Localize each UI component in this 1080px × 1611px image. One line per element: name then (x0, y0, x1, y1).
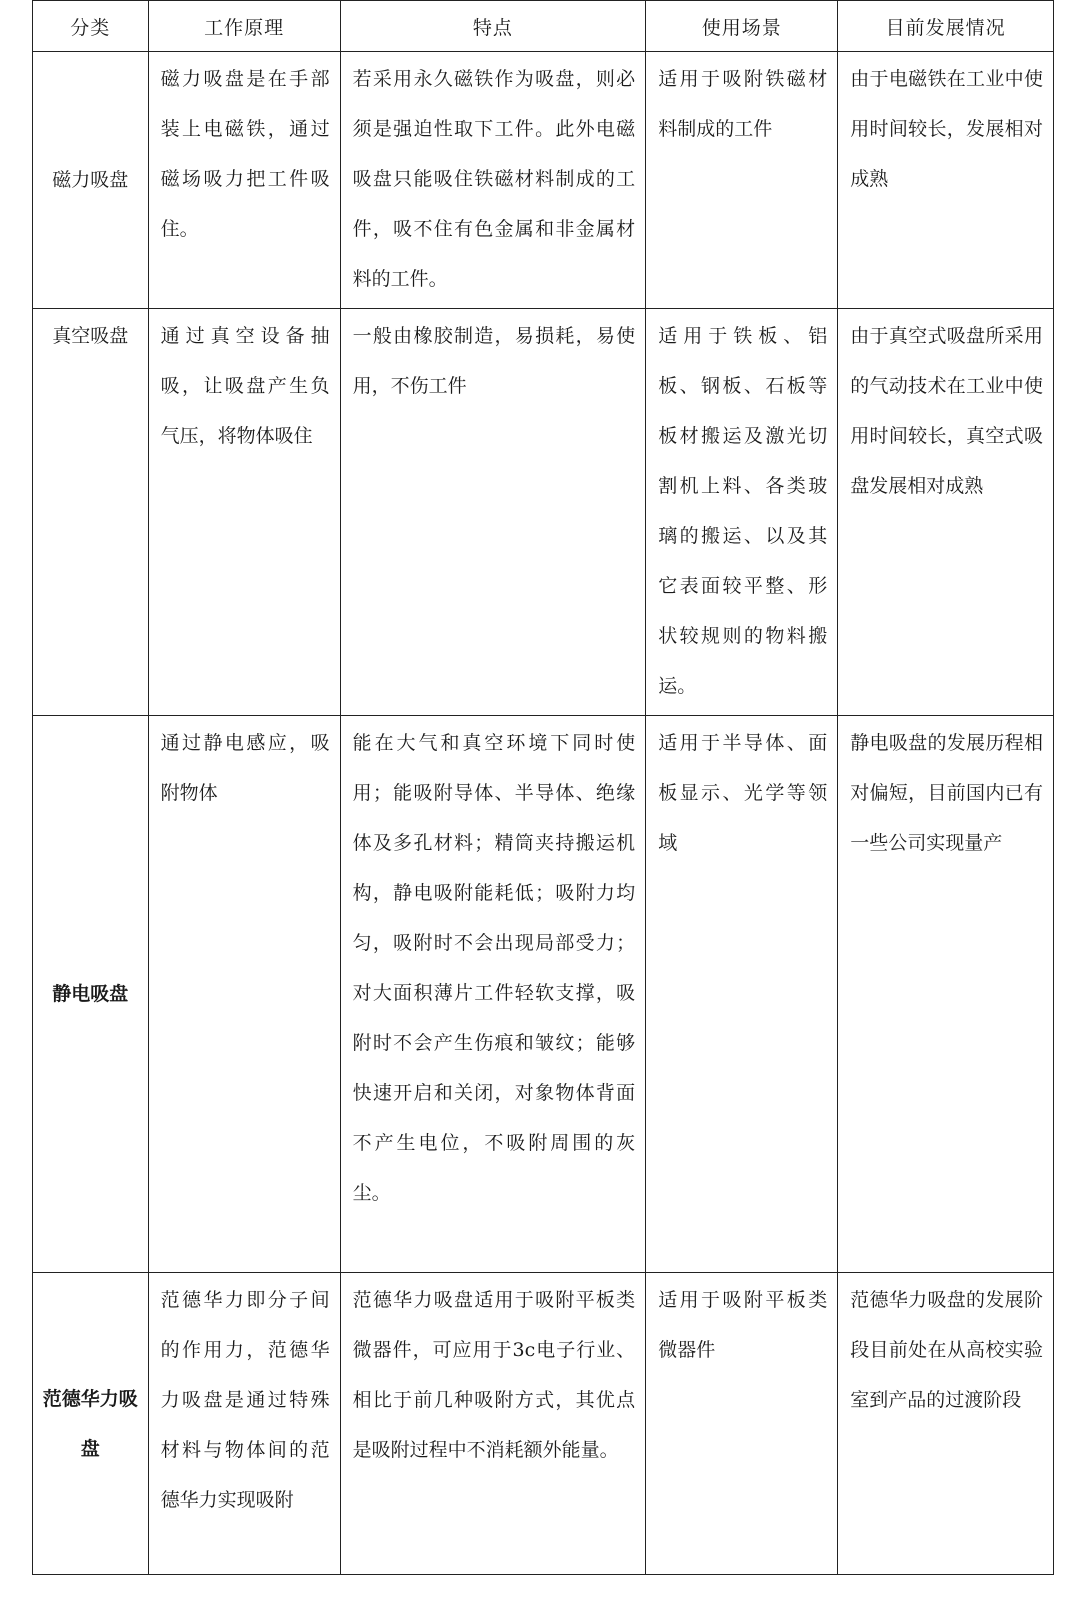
category-cell: 磁力吸盘 (33, 52, 149, 309)
header-category: 分类 (33, 1, 149, 52)
development-cell: 由于真空式吸盘所采用的气动技术在工业中使用时间较长，真空式吸盘发展相对成熟 (838, 309, 1054, 716)
header-principle: 工作原理 (148, 1, 340, 52)
features-cell: 一般由橡胶制造，易损耗，易使用，不伤工件 (340, 309, 646, 716)
principle-cell: 通过真空设备抽吸，让吸盘产生负气压，将物体吸住 (148, 309, 340, 716)
features-cell: 能在大气和真空环境下同时使用；能吸附导体、半导体、绝缘体及多孔材料；精筒夹持搬运机构，静电吸附能耗低；吸附力均匀，吸附时不会出现局部受力；对大面积薄片工件轻软支撑，吸附时不会产生伤痕和皱纹；能够快速开启和关闭，对象物体背面不产生电位，不吸附周围的灰尘。 (340, 716, 646, 1273)
table-row (33, 309, 1054, 716)
features-cell: 范德华力吸盘适用于吸附平板类微器件，可应用于3c电子行业、相比于前几种吸附方式，其优点是吸附过程中不消耗额外能量。 (340, 1273, 646, 1575)
category-cell: 范德华力吸盘 (33, 1273, 149, 1575)
principle-cell: 范德华力即分子间的作用力，范德华力吸盘是通过特殊材料与物体间的范德华力实现吸附 (148, 1273, 340, 1575)
category-cell: 静电吸盘 (33, 716, 149, 1273)
features-cell: 若采用永久磁铁作为吸盘，则必须是强迫性取下工件。此外电磁吸盘只能吸住铁磁材料制成的工件，吸不住有色金属和非金属材料的工件。 (340, 52, 646, 309)
development-cell: 范德华力吸盘的发展阶段目前处在从高校实验室到产品的过渡阶段 (838, 1273, 1054, 1575)
header-scenario: 使用场景 (646, 1, 838, 52)
principle-cell: 磁力吸盘是在手部装上电磁铁，通过磁场吸力把工件吸住。 (148, 52, 340, 309)
development-cell: 由于电磁铁在工业中使用时间较长，发展相对成熟 (838, 52, 1054, 309)
table-header-row (33, 1, 1054, 52)
category-cell: 真空吸盘 (33, 309, 149, 716)
header-features: 特点 (340, 1, 646, 52)
comparison-table (32, 0, 1054, 1575)
principle-cell: 通过静电感应，吸附物体 (148, 716, 340, 1273)
scenario-cell: 适用于半导体、面板显示、光学等领域 (646, 716, 838, 1273)
table-row (33, 52, 1054, 309)
header-development: 目前发展情况 (838, 1, 1054, 52)
table-row (33, 1273, 1054, 1575)
table-row (33, 716, 1054, 1273)
scenario-cell: 适用于吸附铁磁材料制成的工件 (646, 52, 838, 309)
development-cell: 静电吸盘的发展历程相对偏短，目前国内已有一些公司实现量产 (838, 716, 1054, 1273)
scenario-cell: 适用于吸附平板类微器件 (646, 1273, 838, 1575)
scenario-cell: 适用于铁板、铝板、钢板、石板等板材搬运及激光切割机上料、各类玻璃的搬运、以及其它表面较平整、形状较规则的物料搬运。 (646, 309, 838, 716)
